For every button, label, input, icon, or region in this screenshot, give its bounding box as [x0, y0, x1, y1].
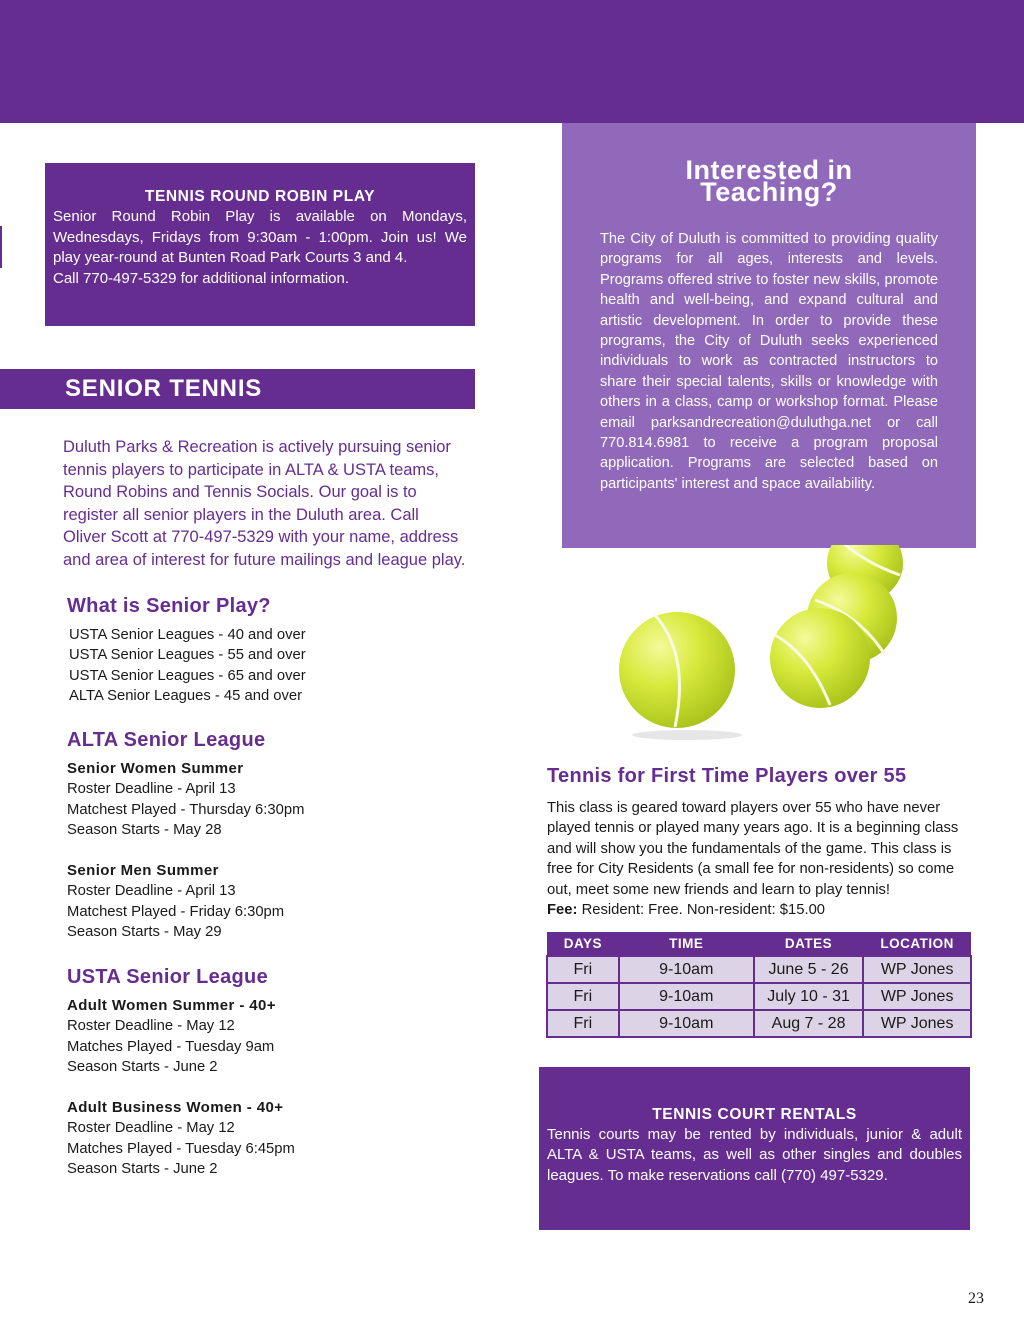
intro-line: tennis players to participate in ALTA & USTA teams, [63, 460, 440, 479]
round-robin-body [53, 207, 467, 289]
table-cell: 9-10am [619, 1010, 754, 1037]
list-item: Roster Deadline - May 12 [67, 1120, 235, 1137]
alta-men-name: Senior Men Summer [67, 862, 219, 879]
senior-play-list [69, 625, 306, 707]
fee-label: Fee: [547, 902, 578, 919]
table-cell: July 10 - 31 [754, 983, 863, 1010]
intro-line: and area of interest for future mailings and league play. [63, 550, 466, 569]
list-item: Matchest Played - Friday 6:30pm [67, 903, 285, 920]
round-robin-line: play year-round at Bunten Road Park Courts 3 and 4. [53, 249, 408, 266]
table-cell: June 5 - 26 [754, 956, 863, 983]
schedule-table [546, 932, 972, 1038]
tennis-balls-icon [615, 545, 915, 740]
list-item: Roster Deadline - April 13 [67, 781, 236, 798]
intro-line: Round Robins and Tennis Socials. Our goal is to [63, 483, 417, 502]
usta-women-group [67, 996, 276, 1078]
list-item: Roster Deadline - May 12 [67, 1018, 235, 1035]
round-robin-line: Call 770-497-5329 for additional information. [53, 269, 350, 287]
round-robin-title: TENNIS ROUND ROBIN PLAY [144, 188, 376, 205]
first-time-description: This class is geared toward players over 55 who have never played tennis or played many years ago. It is a beginning class and will show you the fundamentals of the game. This class is free for City Residents (a small fee for non-residents) so come out, meet some new friends and learn to play tennis! [547, 800, 959, 898]
ball-shadow [632, 730, 742, 740]
table-cell: Fri [547, 983, 619, 1010]
round-robin-line: Senior Round Robin Play is available on Mondays, [53, 208, 467, 225]
list-item: Season Starts - June 2 [67, 1059, 218, 1076]
senior-tennis-intro [63, 436, 479, 572]
first-time-title: Tennis for First Time Players over 55 [547, 765, 907, 787]
list-item: Season Starts - May 29 [67, 924, 222, 941]
court-rentals-body [547, 1125, 962, 1186]
list-item: Matches Played - Tuesday 9am [67, 1038, 275, 1055]
fee-line [547, 900, 972, 920]
table-cell: 9-10am [619, 983, 754, 1010]
teaching-body: The City of Duluth is committed to providing quality programs for all ages, interests and levels. Programs offered strive to foster new skills, promote health and well-being, and expand cultural and artistic development. In order to provide these programs, the City of Duluth seeks experienced individuals to work as contracted instructors to share their special talents, skills or knowledge with others in a class, camp or workshop format. Please email parksandrecreation@duluthga.net or call 770.814.6981 to receive a program proposal application. Programs are selected based on participants' interest and space availability. [600, 231, 938, 492]
teaching-box [562, 123, 976, 548]
round-robin-box [45, 163, 475, 326]
usta-title: USTA Senior League [67, 966, 268, 988]
court-rentals-title: TENNIS COURT RENTALS [652, 1106, 857, 1123]
intro-line: register all senior players in the Duluth area. Call [63, 505, 419, 524]
list-item: USTA Senior Leagues - 65 and over [69, 667, 306, 684]
fee-value: Resident: Free. Non-resident: $15.00 [581, 902, 826, 919]
teaching-title-line: Teaching? [700, 177, 838, 207]
table-row [547, 983, 971, 1010]
alta-women-name: Senior Women Summer [67, 760, 244, 777]
table-cell: Aug 7 - 28 [754, 1010, 863, 1037]
court-rentals-box [539, 1067, 970, 1230]
teaching-title [562, 155, 976, 207]
intro-line: Duluth Parks & Recreation is actively pursuing senior [63, 438, 451, 456]
alta-men-group [67, 861, 284, 943]
header-bar [0, 0, 1024, 123]
usta-women-name: Adult Women Summer - 40+ [67, 997, 276, 1014]
senior-tennis-heading: SENIOR TENNIS [0, 369, 475, 409]
usta-business-name: Adult Business Women - 40+ [67, 1099, 284, 1116]
list-item: Matches Played - Tuesday 6:45pm [67, 1140, 295, 1157]
rentals-line: leagues. To make reservations call (770) 497-5329. [547, 1166, 888, 1184]
intro-line: Oliver Scott at 770-497-5329 with your name, address [63, 528, 459, 547]
table-cell: WP Jones [863, 983, 971, 1010]
first-time-body [547, 798, 972, 920]
table-header-row [547, 932, 971, 956]
list-item: Season Starts - June 2 [67, 1161, 218, 1178]
edge-marker [0, 226, 2, 268]
list-item: ALTA Senior Leagues - 45 and over [69, 688, 303, 705]
page-number: 23 [968, 1290, 984, 1307]
list-item: Matchest Played - Thursday 6:30pm [67, 801, 305, 818]
rentals-line: Tennis courts may be rented by individuals, junior & adult [547, 1126, 962, 1143]
table-row [547, 1010, 971, 1037]
list-item: USTA Senior Leagues - 40 and over [69, 627, 306, 643]
alta-title: ALTA Senior League [67, 729, 266, 751]
list-item: USTA Senior Leagues - 55 and over [69, 647, 306, 664]
tennis-ball-icon [770, 608, 870, 708]
what-is-senior-title: What is Senior Play? [67, 595, 271, 617]
rentals-line: ALTA & USTA teams, as well as other singles and doubles [547, 1146, 962, 1164]
table-cell: 9-10am [619, 956, 754, 983]
column-header: DAYS [547, 932, 619, 956]
list-item: Season Starts - May 28 [67, 822, 222, 839]
teaching-title-line: Interested in [685, 155, 853, 185]
column-header: TIME [619, 932, 754, 956]
column-header: DATES [754, 932, 863, 956]
table-cell: Fri [547, 1010, 619, 1037]
alta-women-group [67, 759, 304, 841]
list-item: Roster Deadline - April 13 [67, 883, 236, 900]
usta-business-group [67, 1098, 295, 1180]
table-cell: WP Jones [863, 1010, 971, 1037]
table-cell: WP Jones [863, 956, 971, 983]
table-cell: Fri [547, 956, 619, 983]
round-robin-line: Wednesdays, Fridays from 9:30am - 1:00pm. Join us! We [53, 228, 467, 246]
table-row [547, 956, 971, 983]
column-header: LOCATION [863, 932, 971, 956]
